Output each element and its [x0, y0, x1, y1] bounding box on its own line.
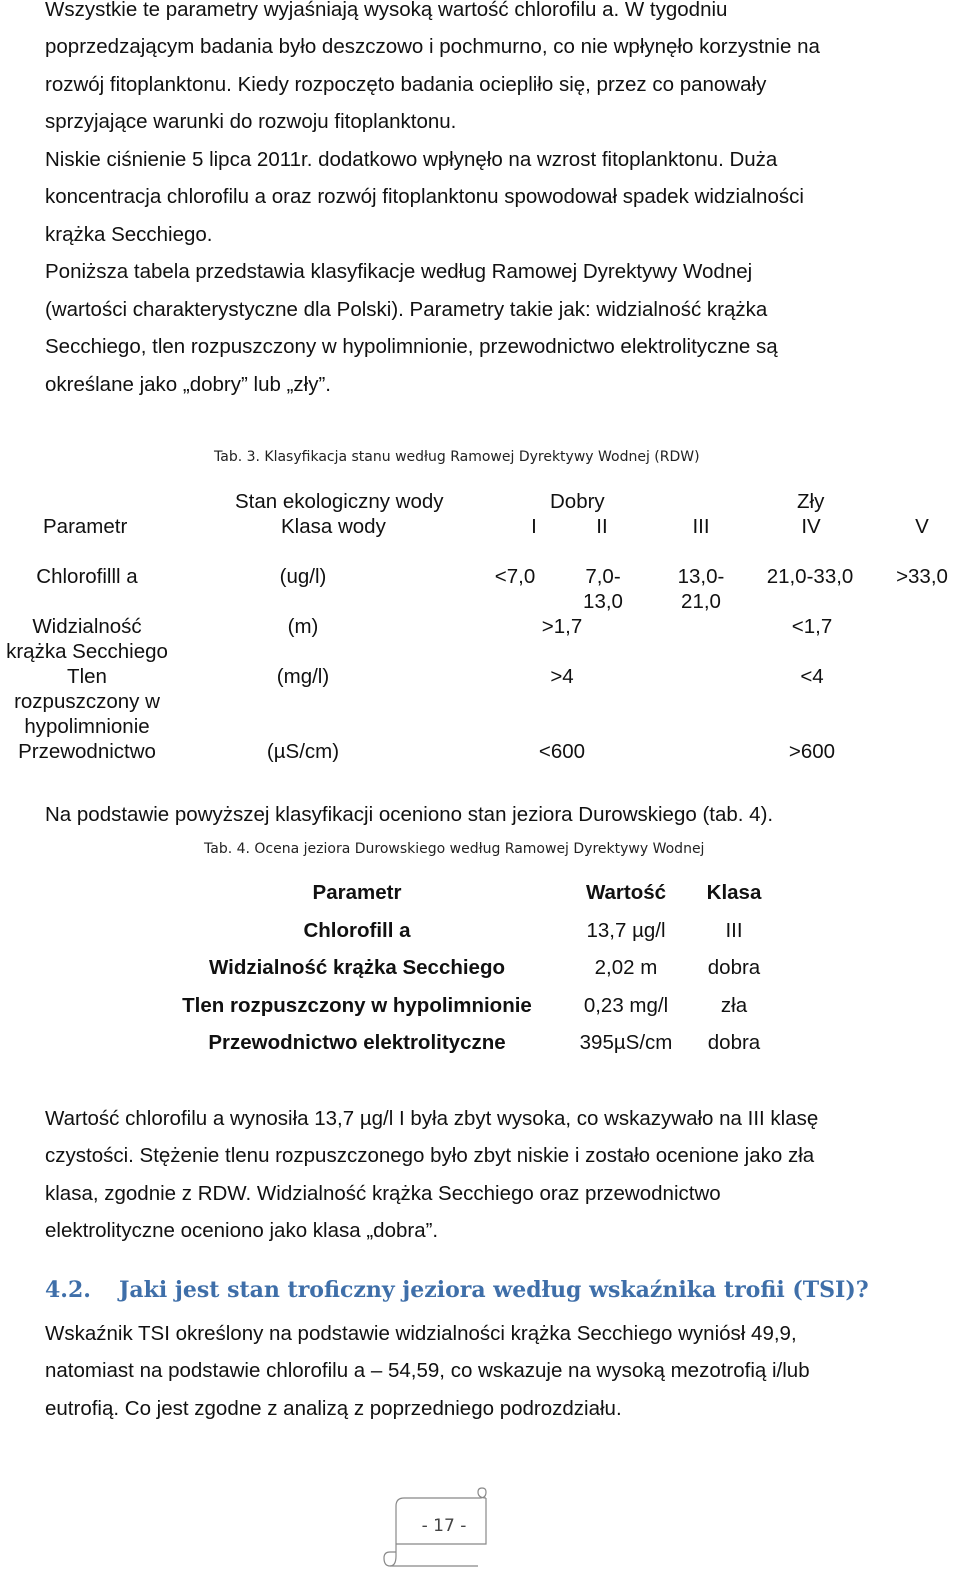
table4-cell-value: 0,23 mg/l [583, 994, 669, 1017]
text-line: Na podstawie powyższej klasyfikacji oceniono stan jeziora Durowskiego (tab. 4). [45, 803, 774, 826]
row-value-3: 13,0- [677, 565, 725, 588]
page-number: - 17 - [421, 1516, 467, 1536]
row-param: Tlen [67, 665, 107, 688]
text-line: Wartość chlorofilu a wynosiła 13,7 µg/l I była zbyt wysoka, co wskazywało na III klasę [45, 1107, 819, 1130]
row-value-2-cont: 13,0 [583, 590, 623, 613]
row-param-cont: hypolimnionie [24, 715, 150, 738]
row-param: Przewodnictwo [18, 740, 156, 763]
table4-cell-class: dobra [707, 1031, 761, 1054]
section-number: 4.2. [45, 1277, 91, 1303]
header-param: Parametr [43, 515, 128, 538]
table4-cell-param: Chlorofill a [303, 919, 411, 942]
table4-caption: Tab. 4. Ocena jeziora Durowskiego według Ramowej Dyrektywy Wodnej [204, 841, 705, 857]
table3-caption: Tab. 3. Klasyfikacja stanu według Ramowej Dyrektywy Wodnej (RDW) [214, 449, 700, 465]
row-value-bad: <1,7 [791, 615, 833, 638]
header-class-2: II [596, 515, 608, 538]
text-line: Secchiego, tlen rozpuszczony w hypolimnionie, przewodnictwo elektrolityczne są [45, 335, 778, 358]
table4-cell-param: Tlen rozpuszczony w hypolimnionie [182, 994, 532, 1017]
text-line: Niskie ciśnienie 5 lipca 2011r. dodatkowo wpłynęło na wzrost fitoplanktonu. Duża [45, 148, 778, 171]
text-line: Wskaźnik TSI określony na podstawie widzialności krążka Secchiego wyniósł 49,9, [45, 1322, 797, 1345]
row-value-5: >33,0 [896, 565, 948, 588]
text-line: poprzedzającym badania było deszczowo i pochmurno, co nie wpłynęło korzystnie na [45, 35, 820, 58]
row-value-4: 21,0-33,0 [766, 565, 854, 588]
table4-cell-class: zła [720, 994, 748, 1017]
text-line: sprzyjające warunki do rozwoju fitoplanktonu. [45, 110, 457, 133]
header-class-5: V [915, 515, 929, 538]
table4-header-value: Wartość [585, 881, 667, 904]
row-value-bad: >600 [788, 740, 836, 763]
row-unit: (m) [287, 615, 319, 638]
row-value-1: <7,0 [494, 565, 536, 588]
header-class-label: Klasa wody [281, 515, 386, 538]
row-value-good: >4 [550, 665, 574, 688]
text-line: określane jako „dobry” lub „zły”. [45, 373, 331, 396]
table4-cell-class: dobra [707, 956, 761, 979]
section-title: Jaki jest stan troficzny jeziora według wskaźnika trofii (TSI)? [119, 1277, 869, 1303]
row-value-good: >1,7 [541, 615, 583, 638]
row-value-2: 7,0- [585, 565, 621, 588]
text-line: rozwój fitoplanktonu. Kiedy rozpoczęto badania ociepliło się, przez co panowały [45, 73, 767, 96]
row-param-cont: rozpuszczony w [14, 690, 160, 713]
text-line: koncentracja chlorofilu a oraz rozwój fitoplanktonu spowodował spadek widzialności [45, 185, 804, 208]
row-value-3-cont: 21,0 [681, 590, 721, 613]
row-unit: (mg/l) [276, 665, 330, 688]
row-param-cont: krążka Secchiego [6, 640, 168, 663]
row-unit: (µS/cm) [266, 740, 340, 763]
table4-header-class: Klasa [706, 881, 762, 904]
table4-cell-value: 395µS/cm [579, 1031, 673, 1054]
text-line: krążka Secchiego. [45, 223, 213, 246]
header-state-label: Stan ekologiczny wody [235, 490, 444, 513]
text-line: eutrofią. Co jest zgodne z analizą z poprzedniego podrozdziału. [45, 1397, 622, 1420]
header-class-1: I [531, 515, 537, 538]
text-line: klasa, zgodnie z RDW. Widzialność krążka Secchiego oraz przewodnictwo [45, 1182, 721, 1205]
text-line: elektrolityczne oceniono jako klasa „dobra”. [45, 1219, 439, 1242]
table4-cell-value: 13,7 µg/l [586, 919, 666, 942]
table4-cell-param: Widzialność krążka Secchiego [208, 956, 506, 979]
table4-cell-param: Przewodnictwo elektrolityczne [208, 1031, 506, 1054]
header-good: Dobry [550, 490, 605, 513]
text-line: natomiast na podstawie chlorofilu a – 54,59, co wskazuje na wysoką mezotrofią i/lub [45, 1359, 810, 1382]
text-line: czystości. Stężenie tlenu rozpuszczonego było zbyt niskie i zostało ocenione jako zła [45, 1144, 815, 1167]
text-line: Poniższa tabela przedstawia klasyfikacje według Ramowej Dyrektywy Wodnej [45, 260, 753, 283]
table4-cell-class: III [725, 919, 743, 942]
header-class-4: IV [801, 515, 821, 538]
table4-cell-value: 2,02 m [594, 956, 658, 979]
row-value-good: <600 [538, 740, 586, 763]
table4-header-param: Parametr [312, 881, 402, 904]
text-line: (wartości charakterystyczne dla Polski). Parametry takie jak: widzialność krążka [45, 298, 768, 321]
row-param: Widzialność [32, 615, 142, 638]
row-unit: (ug/l) [279, 565, 327, 588]
row-param: Chlorofilll a [36, 565, 138, 588]
section-heading [45, 1275, 869, 1305]
header-bad: Zły [797, 490, 825, 513]
header-class-3: III [692, 515, 710, 538]
text-line: Wszystkie te parametry wyjaśniają wysoką wartość chlorofilu a. W tygodniu [45, 0, 728, 21]
row-value-bad: <4 [800, 665, 824, 688]
